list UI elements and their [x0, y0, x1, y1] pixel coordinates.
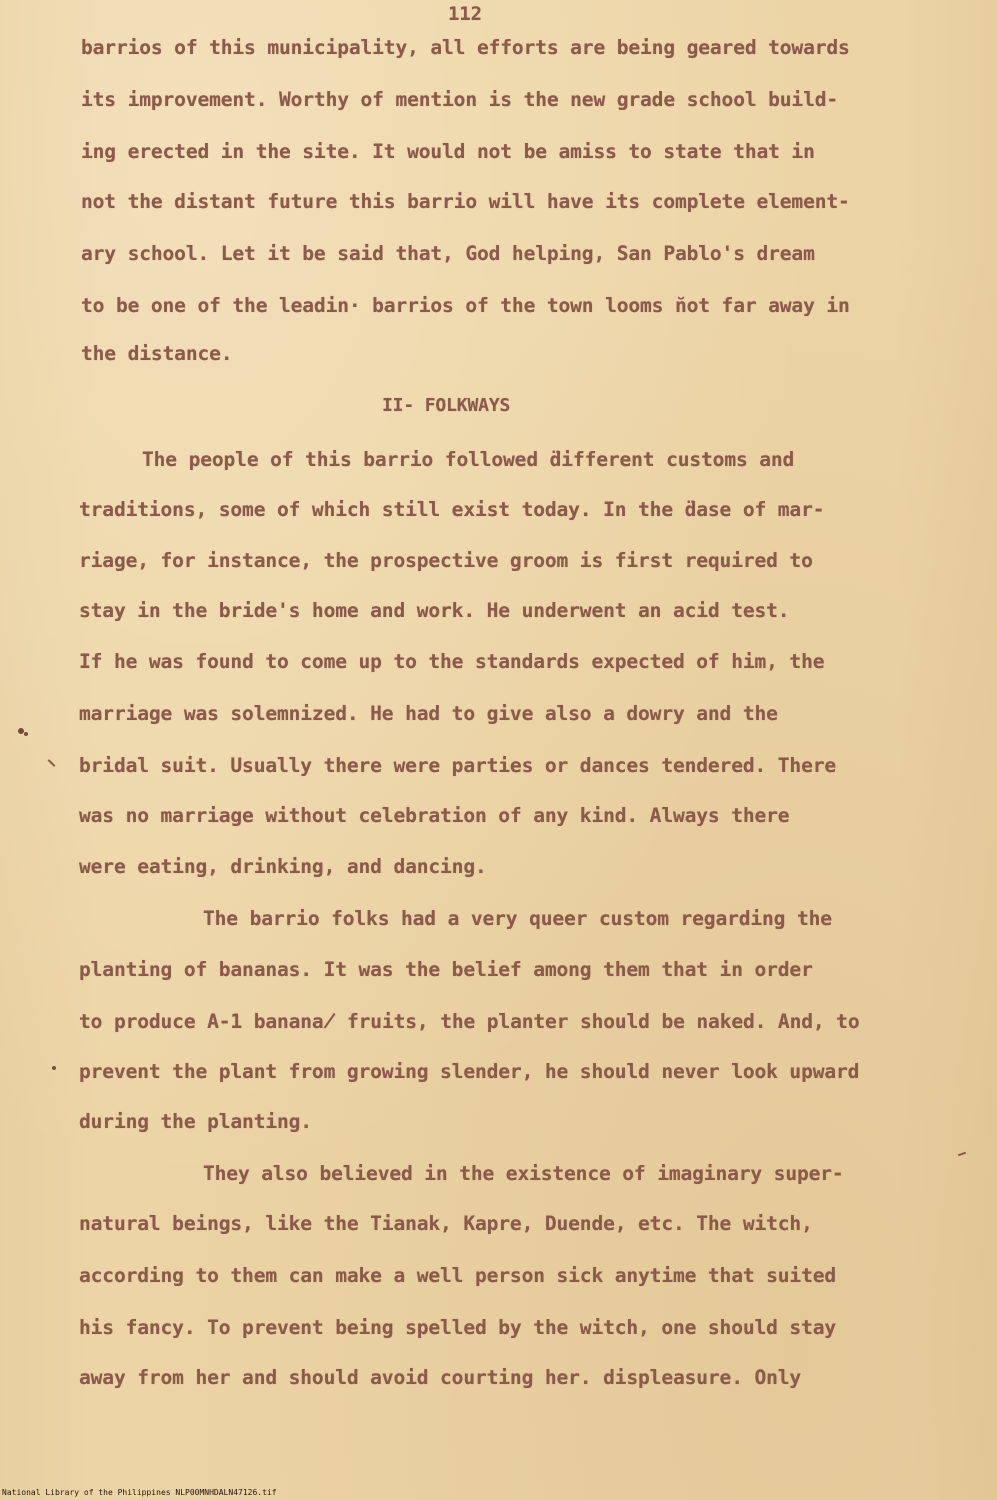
text-line: If he was found to come up to the standards expected of him, the: [79, 650, 825, 673]
page-number: 112: [448, 3, 482, 25]
margin-mark: [48, 759, 56, 767]
ink-spot: [52, 1066, 56, 1070]
text-line: stay in the bride's home and work. He underwent an acid test.: [79, 599, 790, 622]
text-line: The people of this barrio followed ̈different customs and: [142, 448, 795, 471]
text-line: during the planting.: [79, 1110, 312, 1133]
text-line: planting of bananas. It was the belief among them that in order: [79, 958, 813, 981]
text-line: ing erected in the site. It would not be amiss to state that in: [81, 140, 815, 163]
text-line: not the distant future this barrio will have its complete element-: [81, 190, 850, 213]
text-line: barrios of this municipality, all efforts are being geared towards: [81, 36, 850, 59]
text-line: to be one of the leadin· barrios of the town looms ̆not far away in: [81, 294, 850, 317]
text-line: riage, for instance, the prospective groom is first required to: [79, 549, 813, 572]
text-line: his fancy. To prevent being spelled by the witch, one should stay: [79, 1316, 837, 1339]
text-line: the distance.: [81, 342, 233, 365]
text-line: ary school. Let it be said that, God helping, San Pablo's dream: [81, 242, 815, 265]
text-line: to produce A-1 banana̸ fruits, the planter should be naked. And, to: [79, 1010, 860, 1033]
ink-spot: [24, 732, 28, 736]
text-line: traditions, some of which still exist today. In the ̈dase of mar-: [79, 498, 825, 521]
text-line: away from her and should avoid courting her. displeasure. Only: [79, 1366, 802, 1389]
archive-caption: National Library of the Philippines NLP00MNHDALN47126.tif: [2, 1488, 277, 1497]
margin-mark: [958, 1152, 966, 1157]
text-line: marriage was solemnized. He had to give also a dowry and the: [79, 702, 778, 725]
text-line: They also believed in the existence of imaginary super-: [203, 1162, 844, 1185]
text-line: were eating, drinking, and dancing.: [79, 855, 487, 878]
text-line: according to them can make a well person sick anytime that suited: [79, 1264, 837, 1287]
text-line: prevent the plant from growing slender, he should never look upward: [79, 1060, 860, 1083]
text-line: its improvement. Worthy of mention is the new grade school build-: [81, 88, 839, 111]
text-line: bridal suit. Usually there were parties or dances tendered. There: [79, 754, 837, 777]
text-line: The barrio folks had a very queer custom regarding the: [203, 907, 832, 930]
section-title: II- FOLKWAYS: [382, 395, 511, 416]
text-line: natural beings, like the Tianak, Kapre, Duende, etc. The witch,: [79, 1212, 813, 1235]
text-line: was no marriage without celebration of any kind. Always there: [79, 804, 790, 827]
